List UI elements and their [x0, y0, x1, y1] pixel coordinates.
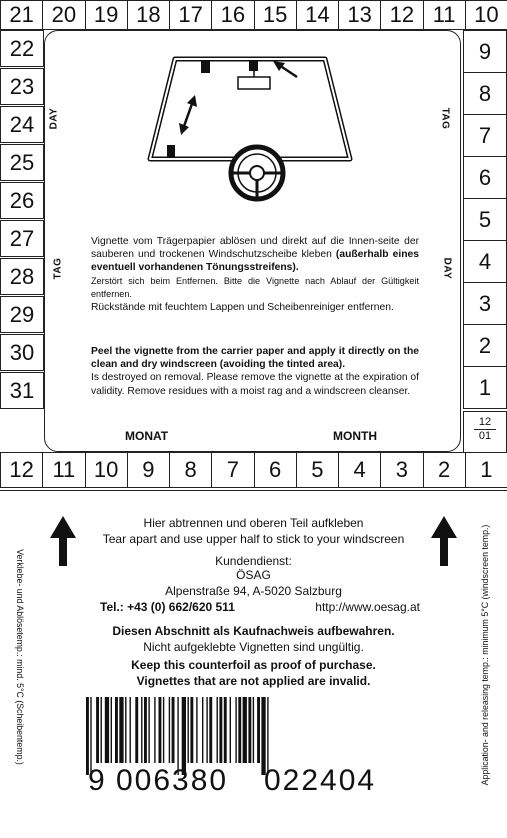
- tear-text-en: Tear apart and use upper half to stick to your windscreen: [102, 532, 405, 546]
- tear-text-de: Hier abtrennen und oberen Teil aufkleben: [143, 516, 364, 530]
- english-instructions: [91, 345, 419, 398]
- barcode-bar: [101, 697, 102, 763]
- english-bold-text: (avoiding the tinted area).: [219, 359, 346, 371]
- day-cell-19: 19: [85, 0, 128, 30]
- barcode-bar: [238, 697, 241, 763]
- day-label-left: DAY: [48, 107, 60, 130]
- invalid-en: Vignettes that are not applied are invalid.: [136, 674, 371, 688]
- windscreen-outline: [150, 59, 350, 159]
- barcode-bar: [144, 697, 147, 763]
- english-main-text: Peel the vignette from the carrier paper and apply it directly on the clean and dry windscreen: [91, 346, 419, 371]
- barcode-bar: [224, 697, 227, 763]
- vignette-card: [44, 30, 461, 452]
- fraction-numerator: 12: [478, 416, 492, 428]
- keep-de: Diesen Abschnitt als Kaufnachweis aufbewahren.: [112, 624, 395, 638]
- tag-label-right: TAG: [439, 107, 451, 130]
- month-cell-11: 11: [42, 452, 85, 488]
- company-name: ÖSAG: [236, 568, 271, 582]
- day-cell-31: 31: [0, 372, 44, 409]
- day-cell-14: 14: [296, 0, 339, 30]
- day-cell-13: 13: [338, 0, 381, 30]
- phone-number: Tel.: +43 (0) 662/620 511: [100, 600, 235, 614]
- month-cell-6: 6: [254, 452, 297, 488]
- counterfoil: [0, 490, 507, 838]
- windscreen-diagram: [145, 49, 365, 204]
- month-label: MONTH: [333, 429, 377, 443]
- barcode-bar: [217, 697, 218, 763]
- sticker-position-top-left: [201, 61, 210, 73]
- day-cell-9: 9: [463, 30, 507, 73]
- side-text-left: Verklebe- und Ablösetemp.: mind. 5°C (Scheibentemp.): [15, 549, 25, 765]
- barcode-bar: [159, 697, 162, 763]
- website-link[interactable]: http://www.oesag.at: [315, 600, 420, 614]
- side-text-right: Application- and releasing temp.: minimum 5°C (windscreen temp.): [480, 524, 490, 786]
- company-address: Alpenstraße 94, A-5020 Salzburg: [165, 584, 342, 598]
- day-cell-18: 18: [127, 0, 170, 30]
- month-cell-5: 5: [296, 452, 339, 488]
- day-cell-29: 29: [0, 296, 44, 333]
- day-cell-22: 22: [0, 30, 44, 67]
- rearview-mirror-icon: [238, 77, 270, 89]
- month-cell-3: 3: [380, 452, 423, 488]
- day-cell-21: 21: [0, 0, 43, 30]
- day-cell-10: 10: [465, 0, 507, 30]
- barcode-first-digit: 9: [88, 764, 105, 797]
- german-small-text: Zerstört sich beim Entfernen. Bitte die Vignette nach Ablauf der Gültigkeit entfernen.: [91, 275, 419, 299]
- monat-label: MONAT: [125, 429, 169, 443]
- day-label-right: DAY: [441, 257, 453, 280]
- barcode-bar: [188, 697, 189, 763]
- day-cell-4: 4: [463, 240, 507, 283]
- barcode-bar: [96, 697, 99, 763]
- barcode-bar: [243, 697, 247, 763]
- invalid-de: Nicht aufgeklebte Vignetten sind ungültig.: [143, 640, 364, 654]
- barcode-bar: [141, 697, 142, 763]
- barcode-bar: [115, 697, 118, 763]
- barcode-bar: [154, 697, 155, 763]
- barcode-bar: [163, 697, 164, 763]
- sticker-position-center: [249, 61, 258, 71]
- barcode-bar: [148, 697, 149, 763]
- barcode-bar: [206, 697, 207, 763]
- day-cell-12: 12: [380, 0, 423, 30]
- month-cell-8: 8: [169, 452, 212, 488]
- sticker-position-bottom-left: [167, 145, 175, 157]
- barcode-bar: [169, 697, 170, 763]
- day-cell-5: 5: [463, 198, 507, 241]
- barcode-bar: [202, 697, 203, 763]
- german-main-text: Vignette vom Trägerpapier ablösen und direkt auf die Innen-seite der sauberen und trockenen Windschutzscheibe kleben: [91, 236, 419, 261]
- day-cell-15: 15: [254, 0, 297, 30]
- german-bold-text: (außerhalb eines eventuell vorhandenen Tönungsstreifens).: [91, 249, 419, 274]
- day-cell-27: 27: [0, 220, 44, 257]
- tag-label-left: TAG: [52, 257, 64, 280]
- barcode-bar: [190, 697, 193, 763]
- month-cell-7: 7: [211, 452, 254, 488]
- day-cell-26: 26: [0, 182, 44, 219]
- barcode-bar: [130, 697, 131, 763]
- day-cell-2: 2: [463, 324, 507, 367]
- barcode-bar: [196, 697, 197, 763]
- german-instructions: [91, 235, 419, 314]
- month-cell-10: 10: [85, 452, 128, 488]
- day-cell-1: 1: [463, 366, 507, 409]
- day-cell-16: 16: [211, 0, 254, 30]
- month-cell-12: 12: [0, 452, 43, 488]
- barcode-bar: [125, 697, 126, 763]
- barcode-bar: [105, 697, 109, 763]
- barcode-bar: [119, 697, 123, 763]
- expiry-fraction: [463, 411, 507, 453]
- day-cell-30: 30: [0, 334, 44, 371]
- day-cell-17: 17: [169, 0, 212, 30]
- fraction-denominator: 01: [478, 430, 492, 442]
- day-cell-23: 23: [0, 68, 44, 105]
- day-cell-7: 7: [463, 114, 507, 157]
- day-cell-3: 3: [463, 282, 507, 325]
- day-cell-28: 28: [0, 258, 44, 295]
- barcode-bar: [257, 697, 260, 763]
- barcode-bar: [235, 697, 236, 763]
- month-cell-9: 9: [127, 452, 170, 488]
- contact-row: [100, 600, 420, 614]
- service-label: Kundendienst:: [215, 554, 292, 568]
- day-cell-6: 6: [463, 156, 507, 199]
- double-arrow-icon: [183, 101, 193, 129]
- barcode-bar: [219, 697, 222, 763]
- keep-en: Keep this counterfoil as proof of purchase.: [131, 658, 376, 672]
- barcode-bar: [135, 697, 138, 763]
- barcode-bar: [172, 697, 175, 763]
- month-cell-4: 4: [338, 452, 381, 488]
- barcode-bar: [209, 697, 212, 763]
- day-cell-24: 24: [0, 106, 44, 143]
- day-cell-11: 11: [423, 0, 466, 30]
- month-cell-1: 1: [465, 452, 507, 488]
- barcode-bar: [230, 697, 231, 763]
- barcode-left-digits: 006380: [116, 764, 229, 797]
- barcode-bar: [111, 697, 112, 763]
- day-cell-20: 20: [42, 0, 85, 30]
- day-cell-8: 8: [463, 72, 507, 115]
- german-small-text-2: Rückstände mit feuchtem Lappen und Scheibenreiniger entfernen.: [91, 302, 394, 314]
- month-cell-2: 2: [423, 452, 466, 488]
- day-cell-25: 25: [0, 144, 44, 181]
- barcode-bar: [248, 697, 251, 763]
- english-small-text: Is destroyed on removal. Please remove the vignette at the expiration of validity. Remove residues with a moist rag and a windscreen cleanser.: [91, 372, 419, 397]
- barcode-bar: [253, 697, 254, 763]
- barcode-right-digits: 022404: [264, 764, 377, 797]
- tear-line: [0, 490, 507, 491]
